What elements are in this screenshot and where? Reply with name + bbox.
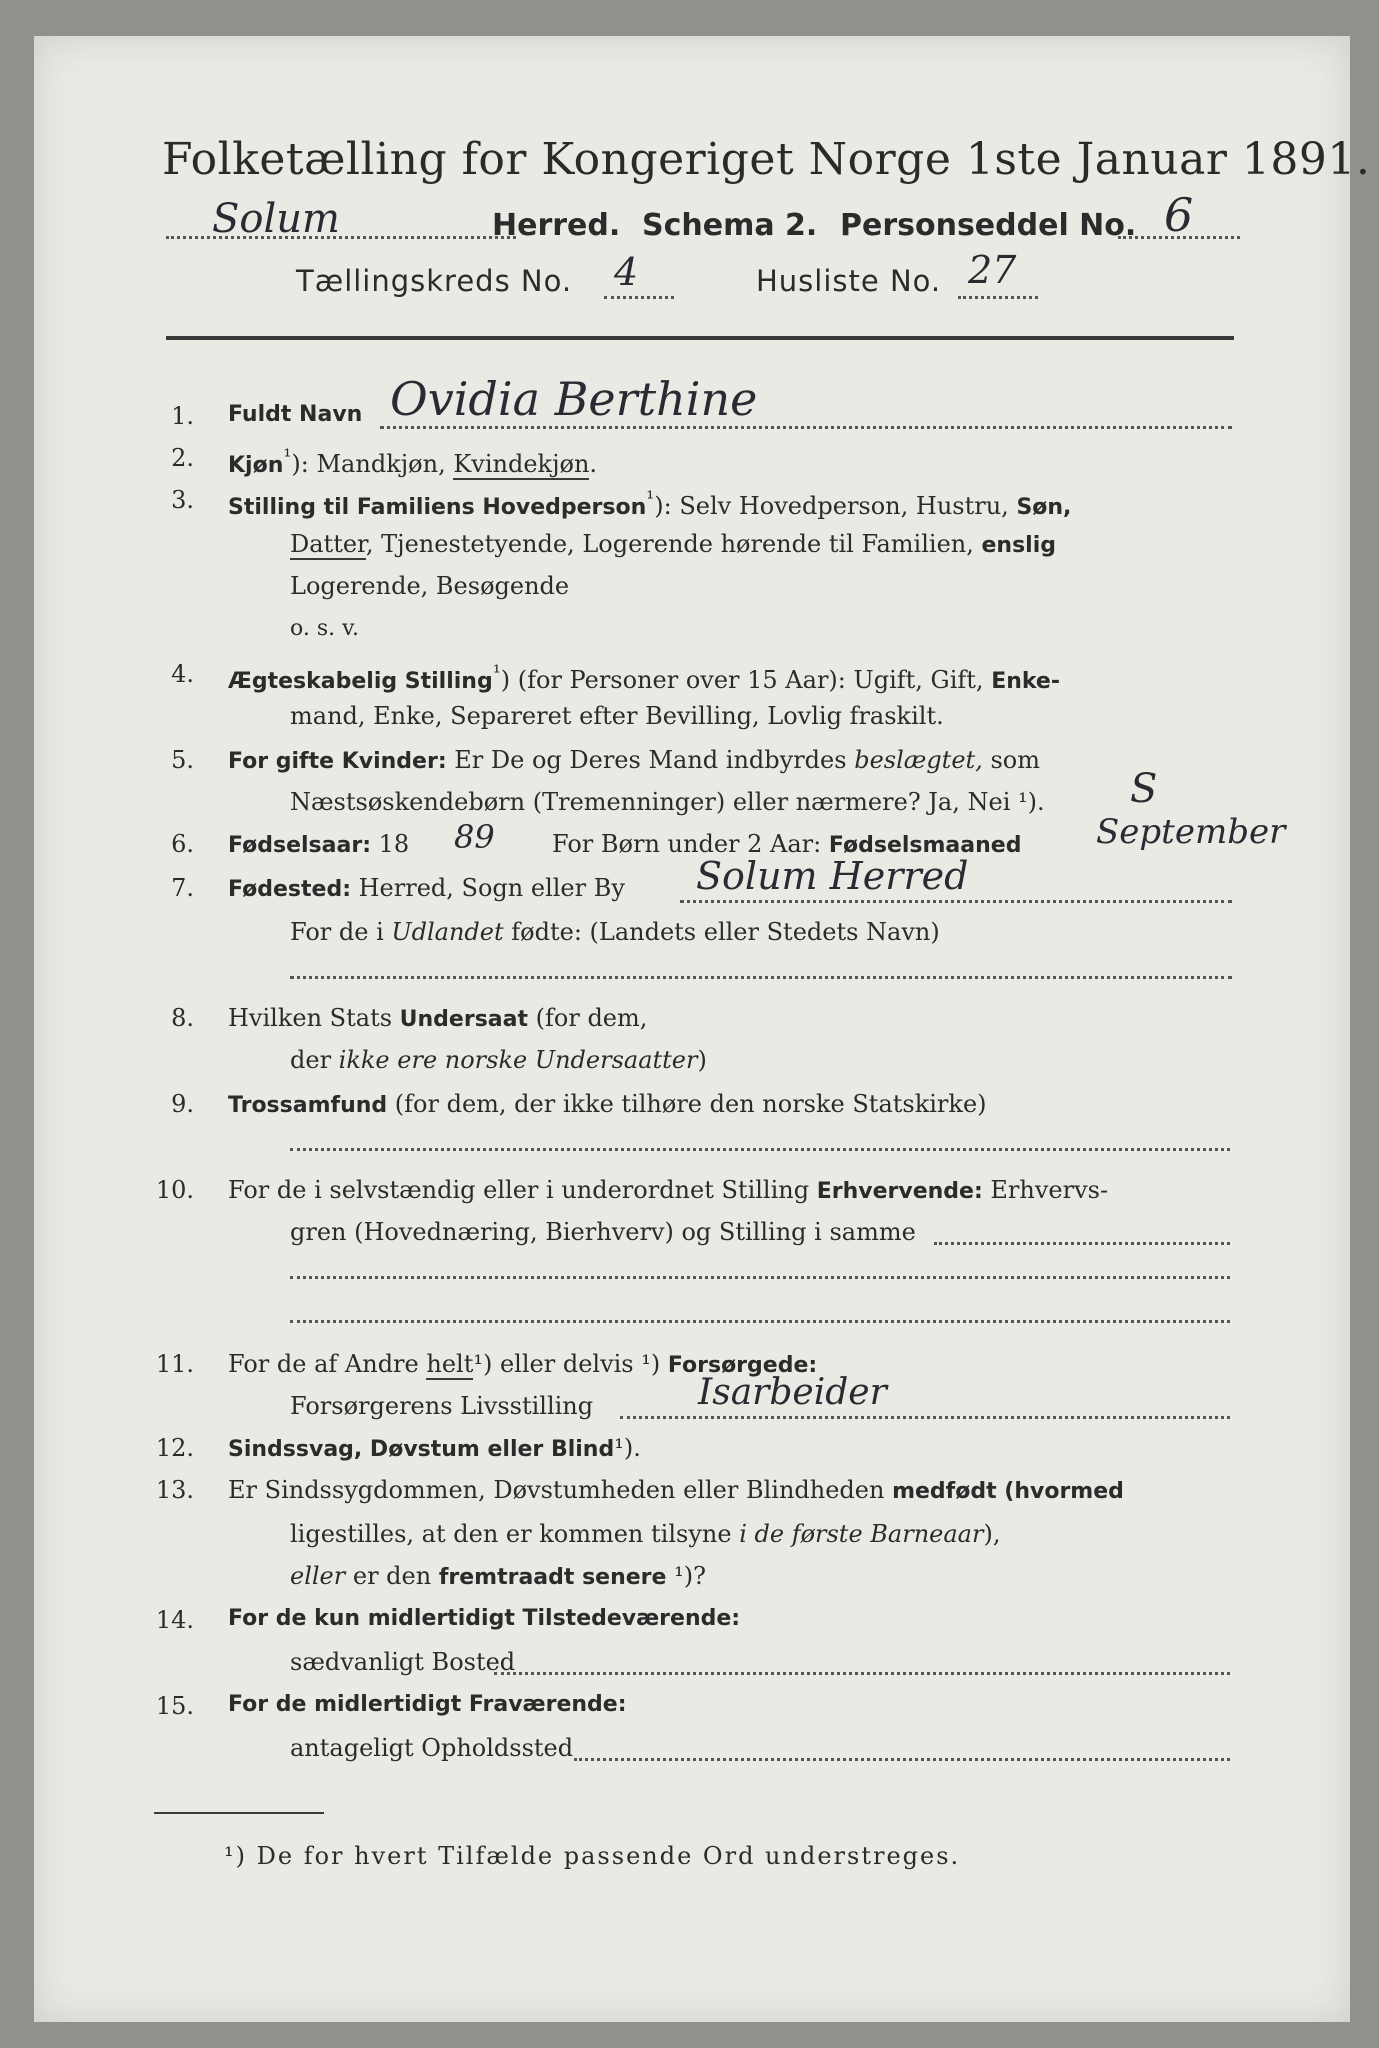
q6-number: 6. [171, 830, 194, 858]
q12-bold: Sindssvag, Døvstum eller Blind [228, 1437, 615, 1462]
q10-line1-a: For de i selvstændig eller i underordnet Stilling [228, 1176, 817, 1204]
q2-label: Kjøn [228, 453, 284, 478]
q7-label: Fødested: [228, 877, 351, 902]
q4-number: 4. [171, 660, 194, 688]
q2-sup: ¹ [283, 444, 292, 468]
q1-number: 1. [171, 402, 194, 430]
q7-line1 [228, 874, 625, 902]
q11-line1-a: For de af Andre [228, 1350, 427, 1378]
q7-line2 [290, 918, 940, 946]
q13-line3 [290, 1562, 706, 1590]
q12-line [228, 1434, 641, 1462]
q14-number: 14. [155, 1606, 194, 1634]
q1-name-handwritten: Ovidia Berthine [390, 372, 758, 426]
q2-text-a: ): Mandkjøn, [291, 450, 454, 478]
q13-line3-a: er den [345, 1562, 439, 1590]
q3-line2 [290, 530, 1056, 558]
q14-bold: For de kun midlertidigt Tilstedeværende: [228, 1606, 741, 1631]
q2-text-c: . [589, 450, 598, 478]
q14-line2: sædvanligt Bosted [290, 1648, 516, 1676]
q3-line2-bold: enslig [981, 533, 1057, 558]
q11-line2: Forsørgerens Livsstilling [290, 1392, 594, 1420]
q5-line2: Næstsøskendebørn (Tremenninger) eller nærmere? Ja, Nei ¹). [290, 788, 1045, 816]
personseddel-number-handwritten: 6 [1164, 188, 1194, 242]
taellingskreds-dotline [604, 296, 674, 299]
husliste-label: Husliste No. [756, 264, 942, 298]
q7-birthplace-handwritten: Solum Herred [696, 854, 969, 898]
place-dotline [166, 236, 516, 239]
q13-line2-b: ), [983, 1520, 1001, 1548]
q6-mid-bold: Fødselsmaaned [828, 833, 1022, 858]
q5-label: For gifte Kvinder: [228, 749, 447, 774]
q10-dotline-1 [934, 1242, 1230, 1245]
q8-number: 8. [171, 1004, 194, 1032]
personseddel-label: Personseddel No. [840, 208, 1137, 243]
q6-year-handwritten: 89 [454, 818, 495, 856]
q5-line1 [228, 746, 1040, 774]
schema-label: Schema 2. [642, 208, 818, 243]
q7-dotline [680, 900, 1232, 903]
q7-line1-text: Herred, Sogn eller By [351, 874, 625, 902]
q3-datter-underlined: Datter [290, 530, 366, 558]
q5-line1-text: Er De og Deres Mand indbyrdes [446, 746, 855, 774]
q3-line1 [228, 486, 1071, 520]
q10-line1-bold: Erhvervende: [816, 1179, 983, 1204]
q12-end: ¹). [614, 1434, 641, 1462]
q13-line2-a: ligestilles, at den er kommen tilsyne [290, 1520, 740, 1548]
q11-number: 11. [155, 1350, 194, 1378]
q3-line4: o. s. v. [290, 616, 359, 641]
q13-number: 13. [155, 1476, 194, 1504]
q4-label: Ægteskabelig Stilling [228, 669, 493, 694]
q7-line2-a: For de i [290, 918, 392, 946]
q3-line2-text: , Tjenestetyende, Logerende hørende til Familien, [365, 530, 982, 558]
q7-line2-italic: Udlandet [391, 918, 504, 946]
q14-dotline [494, 1672, 1230, 1675]
q3-line3: Logerende, Besøgende [290, 572, 570, 600]
q7-number: 7. [171, 874, 194, 902]
footnote-rule [154, 1812, 324, 1814]
q11-helt-underlined: helt [426, 1350, 474, 1378]
q13-line1 [228, 1476, 1124, 1504]
q4-line1 [228, 660, 1060, 694]
husliste-dotline [958, 296, 1038, 299]
q3-line1-bold: Søn, [1016, 495, 1072, 520]
q12-number: 12. [155, 1434, 194, 1462]
q15-dotline [574, 1758, 1230, 1761]
q13-line3-bold: fremtraadt senere [438, 1565, 667, 1590]
q15-line2: antageligt Opholdssted [290, 1734, 574, 1762]
taellingskreds-label: Tællingskreds No. [296, 264, 573, 298]
q9-label: Trossamfund [228, 1093, 388, 1118]
q13-line2-italic: i de første Barneaar [739, 1520, 984, 1548]
q13-line2 [290, 1520, 1000, 1548]
q10-line1-b: Erhvervs- [982, 1176, 1109, 1204]
q10-line1 [228, 1176, 1108, 1204]
header-divider [166, 336, 1234, 340]
place-handwritten: Solum [212, 196, 340, 242]
q8-line1-bold: Undersaat [399, 1007, 529, 1032]
q13-line1-a: Er Sindssygdommen, Døvstumheden eller Blindheden [228, 1476, 893, 1504]
q13-line1-bold: medfødt (hvormed [892, 1479, 1124, 1504]
q15-number: 15. [155, 1692, 194, 1720]
q4-line2: mand, Enke, Separeret efter Bevilling, Lovlig fraskilt. [290, 702, 944, 730]
q8-line2-b: ) [697, 1046, 707, 1074]
q5-line1-end: som [982, 746, 1040, 774]
personseddel-dotline [1118, 236, 1240, 239]
q11-occupation-handwritten: Isarbeider [698, 1372, 887, 1413]
q1-dotline [380, 426, 1232, 429]
q9-dotline [290, 1148, 1230, 1151]
herred-label: Herred. [492, 208, 621, 243]
q10-line2: gren (Hovednæring, Bierhverv) og Stilling i samme [290, 1218, 916, 1246]
q4-sup: ¹ [492, 660, 501, 684]
q3-label: Stilling til Familiens Hovedperson [228, 495, 647, 520]
q2-number: 2. [171, 444, 194, 472]
q3-line1-text: ): Selv Hovedperson, Hustru, [654, 492, 1017, 520]
q8-line1-a: Hvilken Stats [228, 1004, 400, 1032]
q6-year-prefix: 18 [371, 830, 410, 858]
q6-line [228, 830, 409, 858]
q10-dotline-3 [290, 1320, 1230, 1323]
q2-kvindekjon-underlined: Kvindekjøn [453, 450, 590, 478]
q6-label: Fødselsaar: [228, 833, 371, 858]
husliste-number-handwritten: 27 [968, 248, 1017, 292]
q8-line2 [290, 1046, 707, 1074]
q11-line1-b: ¹) eller delvis ¹) [473, 1350, 668, 1378]
footnote: ¹) De for hvert Tilfælde passende Ord understreges. [224, 1842, 961, 1870]
q8-line1-b: (for dem, [528, 1004, 648, 1032]
q3-sup: ¹ [646, 486, 655, 510]
q5-line1-italic: beslægtet, [854, 746, 983, 774]
q3-number: 3. [171, 486, 194, 514]
q8-line2-a: der [290, 1046, 339, 1074]
q9-text: (for dem, der ikke tilhøre den norske Statskirke) [387, 1090, 987, 1118]
q11-dotline [620, 1416, 1230, 1419]
q13-line3-italic: eller [290, 1562, 346, 1590]
q6-mid-text: For Børn under 2 Aar: [552, 830, 829, 858]
q9-line [228, 1090, 987, 1118]
q11-line1-bold: Forsørgede: [667, 1353, 818, 1378]
q5-number: 5. [171, 746, 194, 774]
q5-answer-handwritten: S [1130, 766, 1158, 812]
q4-line1-bold: Enke- [991, 669, 1060, 694]
form-title: Folketælling for Kongeriget Norge 1ste Januar 1891. [162, 134, 1371, 185]
q15-bold: For de midlertidigt Fraværende: [228, 1692, 627, 1717]
q10-number: 10. [155, 1176, 194, 1204]
q10-dotline-2 [290, 1276, 1230, 1279]
q7-abroad-dotline [290, 976, 1232, 979]
taellingskreds-number-handwritten: 4 [614, 250, 639, 294]
q8-line1 [228, 1004, 647, 1032]
q8-line2-italic: ikke ere norske Undersaatter [338, 1046, 698, 1074]
q13-line3-b: ¹)? [666, 1562, 706, 1590]
q7-line2-b: fødte: (Landets eller Stedets Navn) [503, 918, 940, 946]
q6-month-handwritten: September [1096, 812, 1286, 852]
q2-text [228, 444, 597, 478]
q1-label: Fuldt Navn [228, 402, 363, 427]
q9-number: 9. [171, 1090, 194, 1118]
census-form-page [34, 36, 1371, 2022]
q4-line1-text: ) (for Personer over 15 Aar): Ugift, Gift, [500, 666, 992, 694]
